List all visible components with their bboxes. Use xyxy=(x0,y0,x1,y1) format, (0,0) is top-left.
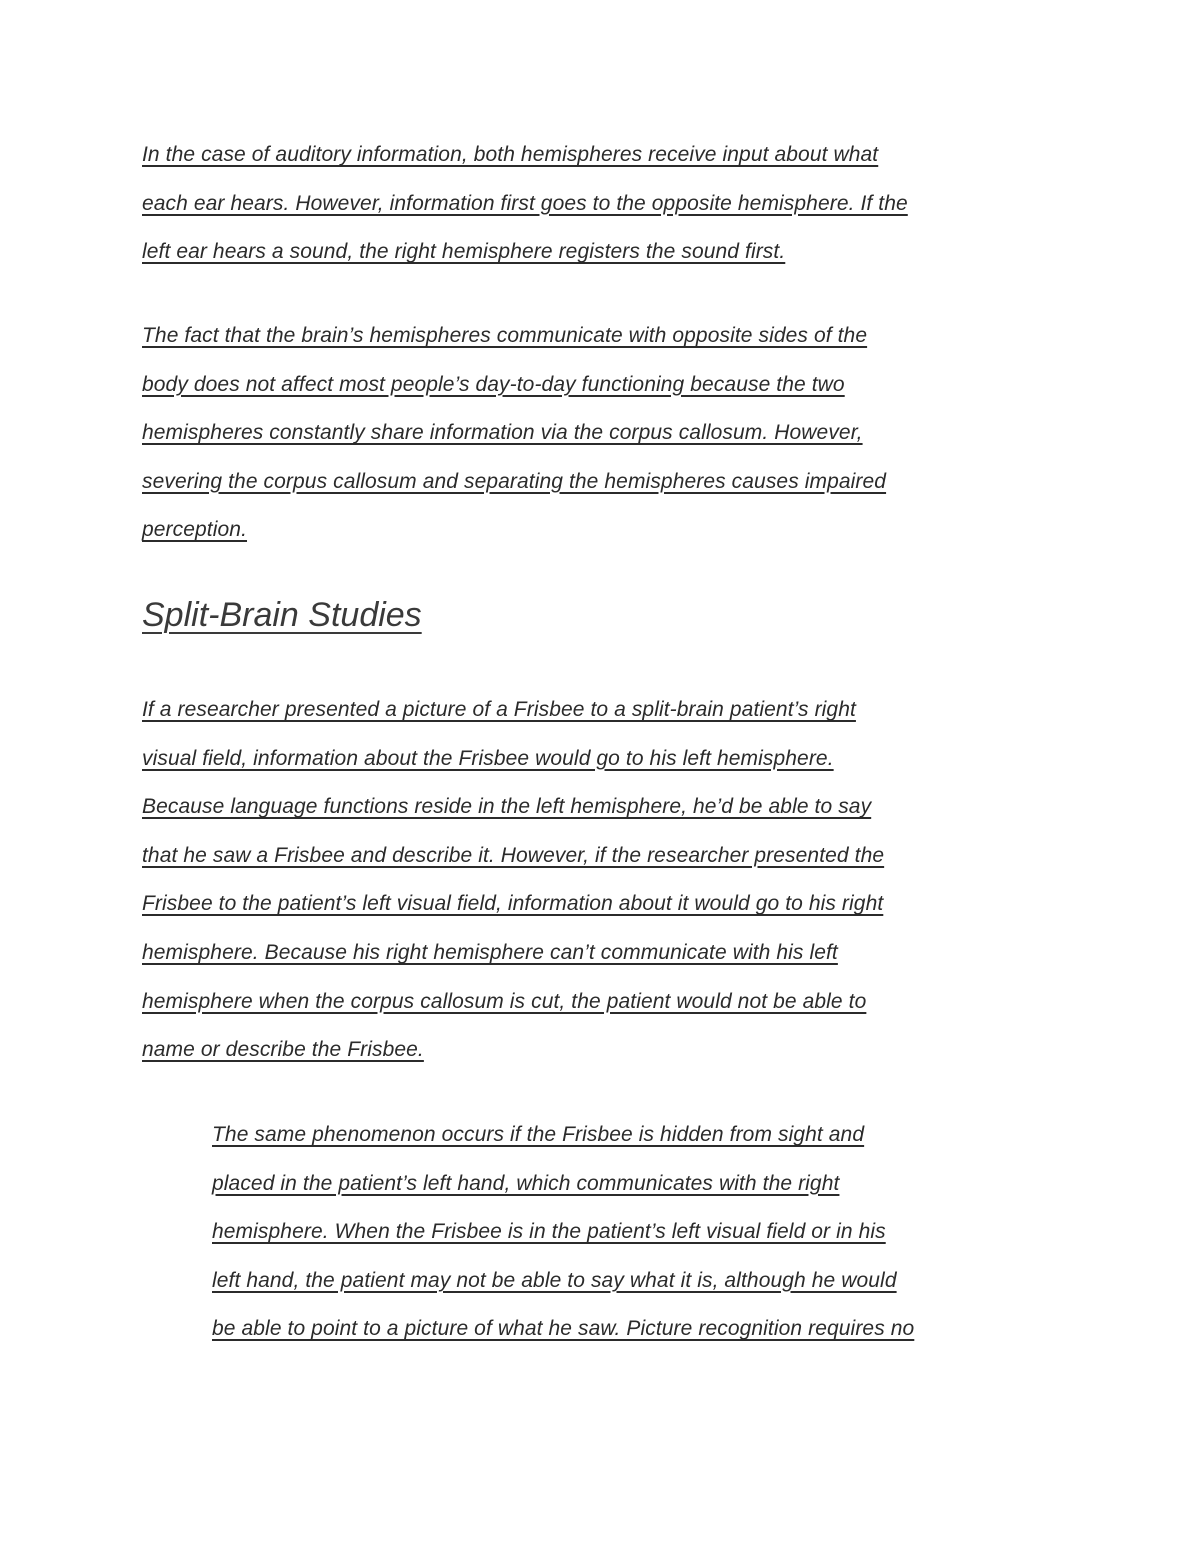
text-line: In the case of auditory information, both hemispheres receive input about what xyxy=(142,143,879,166)
text-line: severing the corpus callosum and separating the hemispheres causes impaired xyxy=(142,469,887,493)
text-line: that he saw a Frisbee and describe it. However, if the researcher presented the xyxy=(142,843,885,867)
text-line: be able to point to a picture of what he saw. Picture recognition requires no xyxy=(212,1317,915,1341)
text-line: hemisphere. When the Frisbee is in the patient’s left visual field or in his xyxy=(212,1220,886,1244)
text-line: Frisbee to the patient’s left visual field, information about it would go to his right xyxy=(142,892,884,916)
paragraph-hemisphere-communication xyxy=(142,312,1062,555)
text-line: body does not affect most people’s day-to-day functioning because the two xyxy=(142,372,845,396)
text-line: perception. xyxy=(142,518,248,542)
paragraph-indented-phenomenon xyxy=(212,1111,1132,1354)
text-line: placed in the patient’s left hand, which communicates with the right xyxy=(212,1171,840,1195)
text-line: left hand, the patient may not be able to say what it is, although he would xyxy=(212,1268,897,1292)
text-line: If a researcher presented a picture of a Frisbee to a split-brain patient’s right xyxy=(142,698,856,721)
text-line: Because language functions reside in the left hemisphere, he’d be able to say xyxy=(142,795,872,819)
text-line: The fact that the brain’s hemispheres communicate with opposite sides of the xyxy=(142,324,868,347)
text-line: name or describe the Frisbee. xyxy=(142,1038,424,1062)
text-line: hemisphere. Because his right hemisphere can’t communicate with his left xyxy=(142,940,838,964)
text-line: hemispheres constantly share information via the corpus callosum. However, xyxy=(142,421,863,445)
paragraph-frisbee-experiment xyxy=(142,686,1062,1075)
paragraph-auditory-information xyxy=(142,131,1062,277)
text-line: each ear hears. However, information first goes to the opposite hemisphere. If the xyxy=(142,191,908,215)
text-line: visual field, information about the Frisbee would go to his left hemisphere. xyxy=(142,746,834,770)
text-line: left ear hears a sound, the right hemisphere registers the sound first. xyxy=(142,240,786,264)
text-line: The same phenomenon occurs if the Frisbee is hidden from sight and xyxy=(212,1123,865,1146)
text-line: hemisphere when the corpus callosum is cut, the patient would not be able to xyxy=(142,989,867,1013)
section-heading: Split-Brain Studies xyxy=(142,596,422,634)
